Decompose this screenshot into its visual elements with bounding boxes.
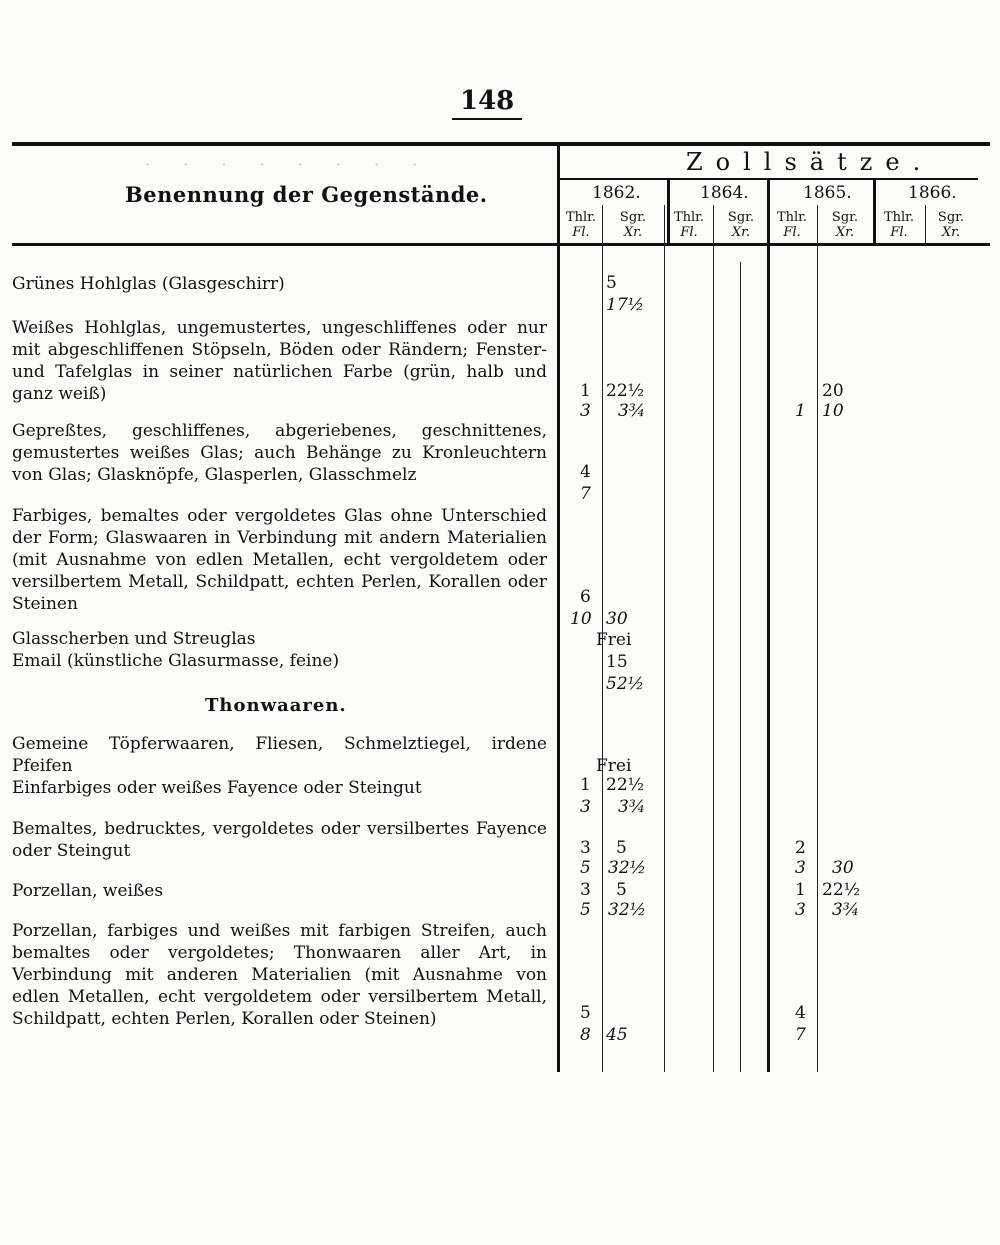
- col-rule: [925, 205, 926, 245]
- col-rule: [817, 205, 818, 1072]
- unit-header-thlr: Thlr. Fl.: [776, 210, 808, 240]
- rates-title: Zollsätze.: [686, 148, 934, 176]
- rate-value: 5: [580, 1003, 591, 1023]
- rate-value: 3: [795, 858, 806, 878]
- rate-value: 1: [580, 775, 591, 795]
- rate-value: 22½: [822, 880, 861, 900]
- rate-value: 52½: [606, 674, 645, 694]
- rate-value: 22½: [606, 381, 645, 401]
- rate-value: 45: [606, 1025, 628, 1045]
- col-rule-left: [557, 144, 560, 1072]
- rate-value: Frei: [596, 630, 632, 650]
- rate-value: 15: [606, 652, 628, 672]
- rate-value: 4: [580, 462, 591, 482]
- show-through-text: · · · · · · · ·: [145, 155, 432, 174]
- rate-value: 32½: [608, 900, 647, 920]
- entry-text: Gemeine Töpferwaaren, Fliesen, Schmelztiegel, irdene Pfeifen: [12, 734, 547, 776]
- unit-header-thlr: Thlr. Fl.: [673, 210, 705, 240]
- top-rule: [12, 142, 990, 146]
- rate-value: 22½: [606, 775, 645, 795]
- header-bottom-rule: [12, 243, 990, 246]
- entry-text: Porzellan, farbiges und weißes mit farbigen Streifen, auch bemaltes oder vergoldetes; Thonwaaren aller Art, in Verbindung mit anderen Materialien (mit Ausnahme von edlen Metallen, echt vergoldetem oder versilbertem Metall, Schildpatt, echten Perlen, Korallen oder Steinen): [12, 921, 547, 1029]
- column-title: Benennung der Gegenstände.: [125, 182, 488, 207]
- rate-value: 10: [570, 609, 592, 629]
- rate-value: 5: [606, 273, 617, 293]
- unit-header-sgr: Sgr. Xr.: [727, 210, 755, 240]
- rate-value: 3¾: [618, 797, 646, 817]
- page-number-rule: [452, 118, 522, 120]
- rate-value: 3¾: [832, 900, 860, 920]
- entry-text: Einfarbiges oder weißes Fayence oder Steingut: [12, 778, 422, 798]
- unit-header-sgr: Sgr. Xr.: [937, 210, 965, 240]
- entry-text: Gepreßtes, geschliffenes, abgeriebenes, geschnittenes, gemustertes weißes Glas; auch Behänge zu Kronleuchtern von Glas; Glasknöpfe, Glasperlen, Glasschmelz: [12, 421, 547, 485]
- rate-value: 32½: [608, 858, 647, 878]
- rate-value: 3¾: [618, 401, 646, 421]
- rate-value: 7: [795, 1025, 806, 1045]
- unit-header-thlr: Thlr. Fl.: [565, 210, 597, 240]
- col-rule: [713, 205, 714, 1072]
- rate-value: 3: [580, 797, 591, 817]
- year-1866: 1866.: [908, 183, 957, 203]
- year-1865: 1865.: [803, 183, 852, 203]
- unit-header-sgr: Sgr. Xr.: [831, 210, 859, 240]
- rate-value: 3: [580, 838, 591, 858]
- entry-text: Glasscherben und Streuglas: [12, 629, 256, 649]
- year-1864: 1864.: [700, 183, 749, 203]
- entry-text: Email (künstliche Glasurmasse, feine): [12, 651, 340, 671]
- unit-header-thlr: Thlr. Fl.: [883, 210, 915, 240]
- page-number: 148: [460, 86, 515, 116]
- year-1862: 1862.: [592, 183, 641, 203]
- rate-value: 5: [580, 900, 591, 920]
- rate-value: 5: [616, 880, 627, 900]
- rate-value: 30: [832, 858, 854, 878]
- rate-value: 5: [616, 838, 627, 858]
- section-heading: Thonwaaren.: [205, 695, 347, 716]
- rate-value: 6: [580, 587, 591, 607]
- rate-value: 8: [580, 1025, 591, 1045]
- rate-value: 3: [580, 880, 591, 900]
- rate-value: 10: [822, 401, 844, 421]
- col-rule: [740, 262, 741, 1072]
- rate-value: 30: [606, 609, 628, 629]
- rate-value: 20: [822, 381, 844, 401]
- entry-text: Weißes Hohlglas, ungemustertes, ungeschliffenes oder nur mit abgeschliffenen Stöpseln, Böden oder Rändern; Fenster- und Tafelglas in seiner natürlichen Farbe (grün, halb und ganz weiß): [12, 318, 547, 404]
- rate-value: 1: [795, 401, 806, 421]
- rate-value: 3: [580, 401, 591, 421]
- rate-value: 2: [795, 838, 806, 858]
- entry-text: Bemaltes, bedrucktes, vergoldetes oder versilbertes Fayence oder Steingut: [12, 819, 547, 861]
- unit-header-sgr: Sgr. Xr.: [619, 210, 647, 240]
- rate-value: 4: [795, 1003, 806, 1023]
- entry-text: Farbiges, bemaltes oder vergoldetes Glas ohne Unterschied der Form; Glaswaaren in Verbindung mit andern Materialien (mit Ausnahme von edlen Metallen, echt vergoldetem oder versilbertem Metall, Schildpatt, echten Perlen, Korallen oder Steinen: [12, 506, 547, 614]
- col-rule-middle: [767, 180, 770, 1072]
- rate-value: 17½: [606, 295, 645, 315]
- rate-value: 1: [795, 880, 806, 900]
- entry-text: Grünes Hohlglas (Glasgeschirr): [12, 274, 285, 294]
- rate-value: 1: [580, 381, 591, 401]
- entry-text: Porzellan, weißes: [12, 881, 164, 901]
- rate-value: Frei: [596, 756, 632, 776]
- rate-value: 7: [580, 484, 591, 504]
- rate-value: 3: [795, 900, 806, 920]
- col-rule: [664, 205, 665, 1072]
- rate-value: 5: [580, 858, 591, 878]
